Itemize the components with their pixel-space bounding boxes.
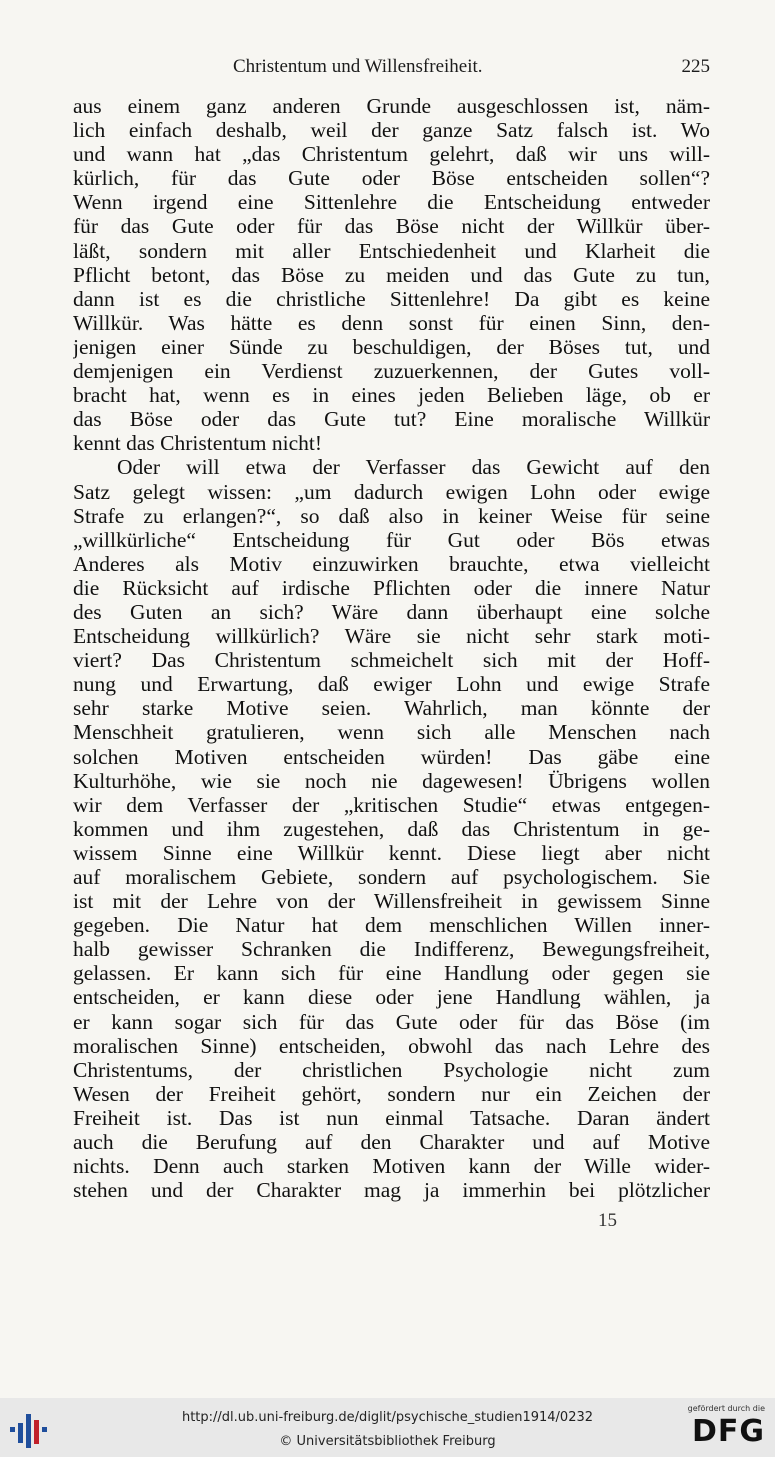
dfg-tagline: gefördert durch die xyxy=(687,1404,765,1413)
copyright-notice: © Universitätsbibliothek Freiburg xyxy=(279,1434,496,1449)
permalink-url[interactable]: http://dl.ub.uni-freiburg.de/diglit/psychische_studien1914/0232 xyxy=(181,1410,594,1425)
text-line: die Rücksicht auf irdische Pflichten oder die innere Natur xyxy=(73,575,710,600)
page-number: 225 xyxy=(681,56,710,77)
text-line: Wenn irgend eine Sittenlehre die Entscheidung entweder xyxy=(73,190,710,215)
text-line: auf moralischem Gebiete, sondern auf psychologischem. Sie xyxy=(73,865,710,889)
text-line: demjenigen ein Verdienst zuzuerkennen, der Gutes voll- xyxy=(73,359,710,384)
text-line: Kulturhöhe, wie sie noch nie dagewesen! Übrigens wollen xyxy=(73,768,710,793)
text-line: auch die Berufung auf den Charakter und auf Motive xyxy=(73,1130,710,1155)
text-line: für das Gute oder für das Böse nicht der Willkür über- xyxy=(73,214,710,239)
text-line: das Böse oder das Gute tut? Eine moralische Willkür xyxy=(73,407,710,432)
signature-mark: 15 xyxy=(598,1210,617,1231)
text-line: dann ist es die christliche Sittenlehre! Da gibt es keine xyxy=(73,286,710,311)
text-line: jenigen einer Sünde zu beschuldigen, der Böses tut, und xyxy=(73,334,710,359)
text-line: Anderes als Motiv einzuwirken brauchte, etwa vielleicht xyxy=(73,551,710,576)
text-line: er kann sogar sich für das Gute oder für das Böse (im xyxy=(73,1009,710,1034)
text-line: nung und Erwartung, daß ewiger Lohn und ewige Strafe xyxy=(73,672,710,697)
text-line: Pflicht betont, das Böse zu meiden und das Gute zu tun, xyxy=(73,262,710,287)
text-line: gegeben. Die Natur hat dem menschlichen Willen inner- xyxy=(73,913,710,938)
text-line: solchen Motiven entscheiden würden! Das gäbe eine xyxy=(73,744,710,769)
text-line: aus einem ganz anderen Grunde ausgeschlossen ist, näm- xyxy=(73,94,710,118)
text-line: entscheiden, er kann diese oder jene Handlung wählen, ja xyxy=(73,985,710,1010)
text-line: Willkür. Was hätte es denn sonst für einen Sinn, den- xyxy=(73,310,710,335)
text-line: Menschheit gratulieren, wenn sich alle Menschen nach xyxy=(73,720,710,745)
text-line: gelassen. Er kann sich für eine Handlung oder gegen sie xyxy=(73,961,710,986)
text-line: Satz gelegt wissen: „um dadurch ewigen Lohn oder ewige xyxy=(73,479,710,504)
running-title: Christentum und Willensfreiheit. xyxy=(233,56,483,77)
text-line: wir dem Verfasser der „kritischen Studie“ etwas entgegen- xyxy=(73,792,710,817)
text-line: bracht hat, wenn es in eines jeden Belieben läge, ob er xyxy=(73,383,710,408)
text-line: wissem Sinne eine Willkür kennt. Diese liegt aber nicht xyxy=(73,840,710,865)
text-line: „willkürliche“ Entscheidung für Gut oder Bös etwas xyxy=(73,527,710,552)
text-line: kennt das Christentum nicht! xyxy=(73,431,323,456)
text-line: nichts. Denn auch starken Motiven kann der Wille wider- xyxy=(73,1154,710,1179)
text-line: Oder will etwa der Verfasser das Gewicht auf den xyxy=(117,455,710,480)
dfg-wordmark: DFG xyxy=(691,1414,765,1449)
text-line: Strafe zu erlangen?“, so daß also in keiner Weise für seine xyxy=(73,503,710,528)
page-header xyxy=(73,56,710,84)
text-line: ist mit der Lehre von der Willensfreiheit in gewissem Sinne xyxy=(73,889,710,914)
text-line: läßt, sondern mit aller Entschiedenheit und Klarheit die xyxy=(73,238,710,263)
body-text xyxy=(73,94,710,1202)
footer-bar xyxy=(0,1398,775,1457)
text-line: stehen und der Charakter mag ja immerhin bei plötzlicher xyxy=(73,1178,710,1203)
text-line: kommen und ihm zugestehen, daß das Christentum in ge- xyxy=(73,816,710,841)
text-line: sehr starke Motive seien. Wahrlich, man könnte der xyxy=(73,696,710,721)
text-line: moralischen Sinne) entscheiden, obwohl das nach Lehre des xyxy=(73,1033,710,1058)
text-line: Christentums, der christlichen Psychologie nicht zum xyxy=(73,1057,710,1082)
text-line: halb gewisser Schranken die Indifferenz, Bewegungsfreiheit, xyxy=(73,937,710,962)
dfg-logo-icon[interactable] xyxy=(685,1404,765,1452)
text-line: viert? Das Christentum schmeichelt sich mit der Hoff- xyxy=(73,648,710,673)
text-line: kürlich, für das Gute oder Böse entscheiden sollen“? xyxy=(73,166,710,191)
text-line: Freiheit ist. Das ist nun einmal Tatsache. Daran ändert xyxy=(73,1105,710,1130)
text-line: Wesen der Freiheit gehört, sondern nur ein Zeichen der xyxy=(73,1081,710,1106)
text-line: des Guten an sich? Wäre dann überhaupt eine solche xyxy=(73,599,710,624)
text-line: und wann hat „das Christentum gelehrt, daß wir uns will- xyxy=(73,142,710,167)
text-line: lich einfach deshalb, weil der ganze Satz falsch ist. Wo xyxy=(73,118,710,143)
text-line: Entscheidung willkürlich? Wäre sie nicht sehr stark moti- xyxy=(73,624,710,649)
